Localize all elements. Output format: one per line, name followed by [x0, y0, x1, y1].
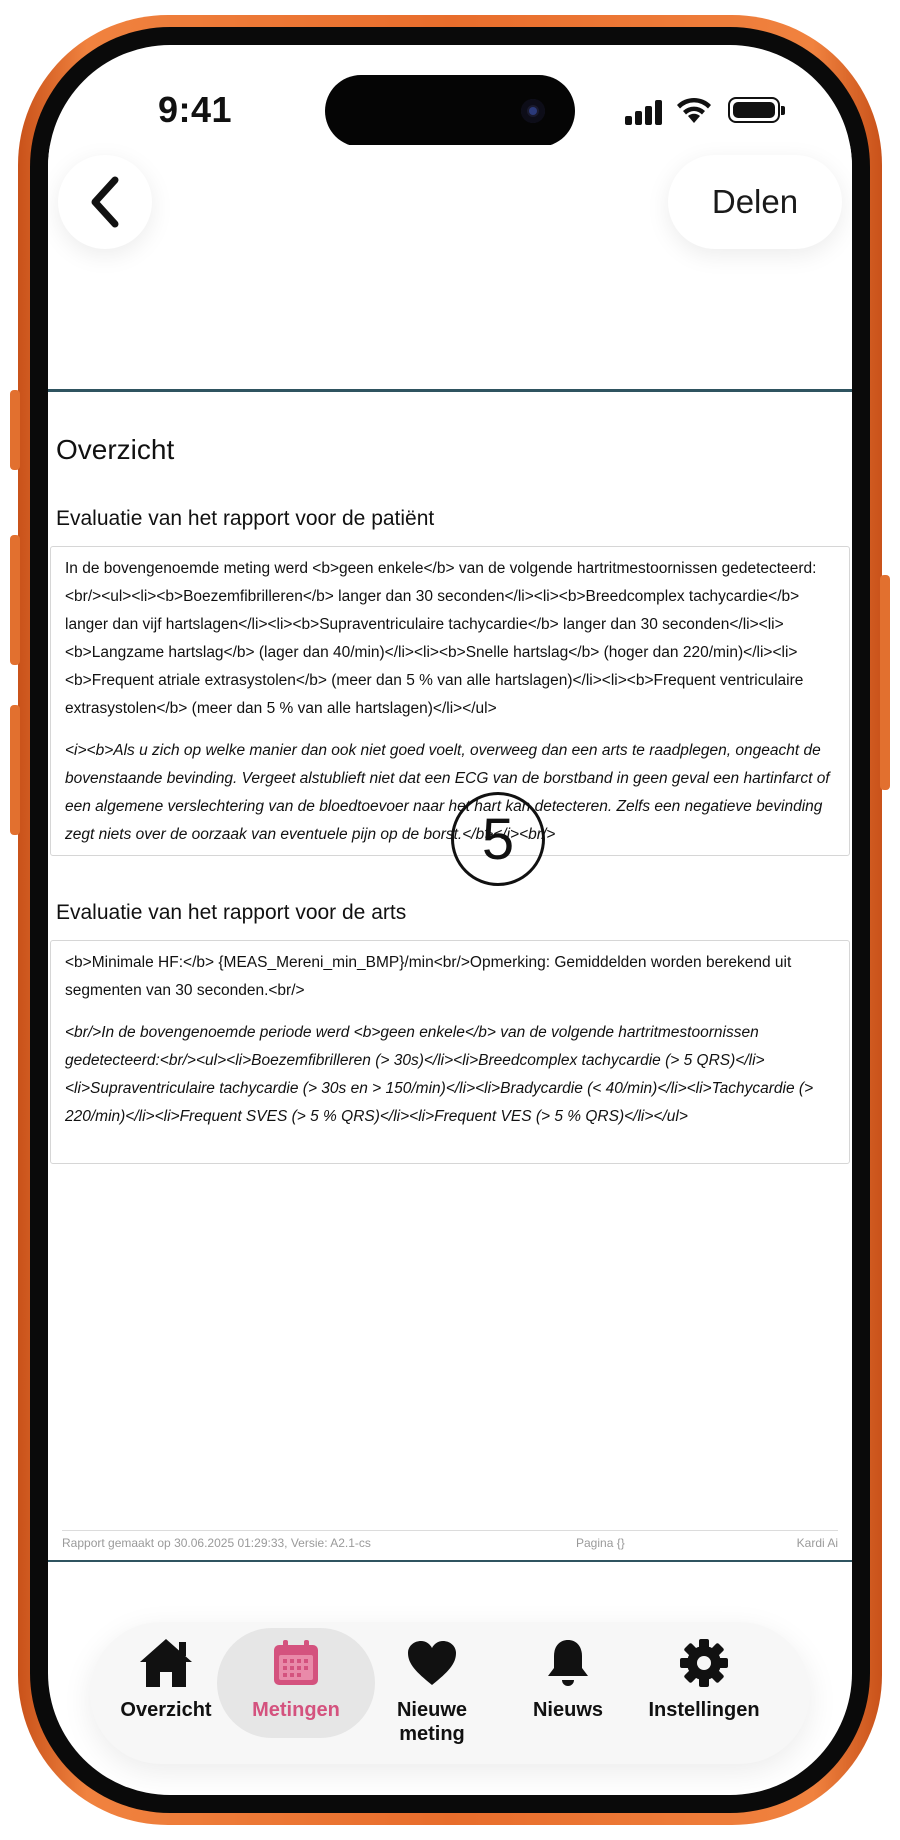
footer-divider — [62, 1530, 838, 1531]
tab-bar — [90, 1622, 810, 1764]
calendar-icon — [271, 1639, 321, 1687]
step-marker: 5 — [451, 792, 545, 886]
brand-text: Kardi Ai — [796, 1536, 838, 1550]
report-content — [48, 392, 852, 1652]
header — [48, 145, 852, 389]
tab-label-metingen: Metingen — [252, 1699, 340, 1721]
tab-nieuwe-meting[interactable] — [362, 1622, 502, 1764]
wifi-icon — [676, 97, 712, 125]
cellular-signal-icon — [625, 99, 665, 125]
patient-report-card — [50, 546, 850, 856]
page-number-text: Pagina {} — [576, 1536, 625, 1550]
doctor-section-title: Evaluatie van het rapport voor de arts — [56, 901, 407, 924]
side-button-power — [880, 575, 890, 790]
tab-label-nieuws: Nieuws — [532, 1699, 604, 1721]
dynamic-island — [325, 75, 575, 147]
page-title: Overzicht — [56, 434, 175, 465]
patient-section-title: Evaluatie van het rapport voor de patiënt — [56, 507, 435, 530]
patient-report-text: In de bovengenoemde meting werd <b>geen enkele</b> van de volgende hartritmestoornissen gedetecteerd:<br/><ul><li><b>Boezemfibrilleren</b> langer dan 30 seconden</li><li><b>Breedcomplex tachycardie</b> langer dan vijf hartslagen</li><li><b>Supraventriculaire tachycardie</b> langer dan 30 seconden</li><li><b>Langzame hartslag</b> (lager dan 40/min)</li><li><b>Snelle hartslag</b> (hoger dan 220/min)</li><li><b>Frequent atriale extrasystolen</b> (meer dan 5 % van alle hartslagen)</li><li><b>Frequent ventriculaire extrasystolen</b> (meer dan 5 % van alle hartslagen)</li></ul> — [65, 560, 817, 717]
tab-instellingen[interactable] — [634, 1622, 774, 1764]
footer-rule — [48, 1560, 852, 1562]
side-button-volume-up — [10, 535, 20, 665]
bell-icon — [545, 1637, 591, 1689]
gear-icon — [678, 1637, 730, 1689]
tab-label-nieuwe-meting: Nieuwe meting — [396, 1699, 468, 1745]
side-button-action — [10, 390, 20, 470]
share-button[interactable]: Delen — [668, 155, 842, 249]
report-created-text: Rapport gemaakt op 30.06.2025 01:29:33, Versie: A2.1-cs — [62, 1536, 371, 1550]
tab-metingen[interactable] — [226, 1622, 366, 1764]
battery-icon — [728, 97, 780, 123]
status-time: 9:41 — [158, 89, 233, 130]
heart-icon — [406, 1639, 458, 1687]
side-button-volume-down — [10, 705, 20, 835]
patient-disclaimer-text: <i><b>Als u zich op welke manier dan ook niet goed voelt, overweeg dan een arts te raadplegen, ongeacht de bovenstaande bevinding. Vergeet alstublieft niet dat een ECG van de borstband in geen geval een hartinfarct of een algemene verslechtering van de bloedtoevoer naar het hart kan detecteren. Zelfs een negatieve bevinding zegt niets over de oorzaak van eventuele pijn op de borst.</b></i><br/> — [65, 742, 830, 843]
doctor-report-summary: <b>Minimale HF:</b> {MEAS_Mereni_min_BMP}/min<br/>Opmerking: Gemiddelden worden berekend uit segmenten van 30 seconden.<br/> — [65, 954, 792, 999]
tab-nieuws[interactable] — [498, 1622, 638, 1764]
tab-overzicht[interactable] — [96, 1622, 236, 1764]
camera-icon — [521, 99, 545, 123]
home-icon — [137, 1636, 195, 1690]
tab-label-instellingen: Instellingen — [648, 1699, 760, 1721]
doctor-report-text: <br/>In de bovengenoemde periode werd <b>geen enkele</b> van de volgende hartritmestoornissen gedetecteerd:<br/><ul><li>Boezemfibrilleren (> 30s)</li><li>Breedcomplex tachycardie (> 5 QRS)</li><li>Supraventriculaire tachycardie (> 30s en > 150/min)</li><li>Bradycardie (< 40/min)</li><li>Tachycardie (> 220/min)</li><li>Frequent SVES (> 5 % QRS)</li><li>Frequent VES (> 5 % QRS)</li></ul> — [65, 1024, 814, 1125]
screen — [48, 45, 852, 1795]
doctor-report-card — [50, 940, 850, 1164]
back-button[interactable] — [58, 155, 152, 249]
tab-label-overzicht: Overzicht — [120, 1699, 212, 1721]
chevron-left-icon — [85, 176, 125, 228]
